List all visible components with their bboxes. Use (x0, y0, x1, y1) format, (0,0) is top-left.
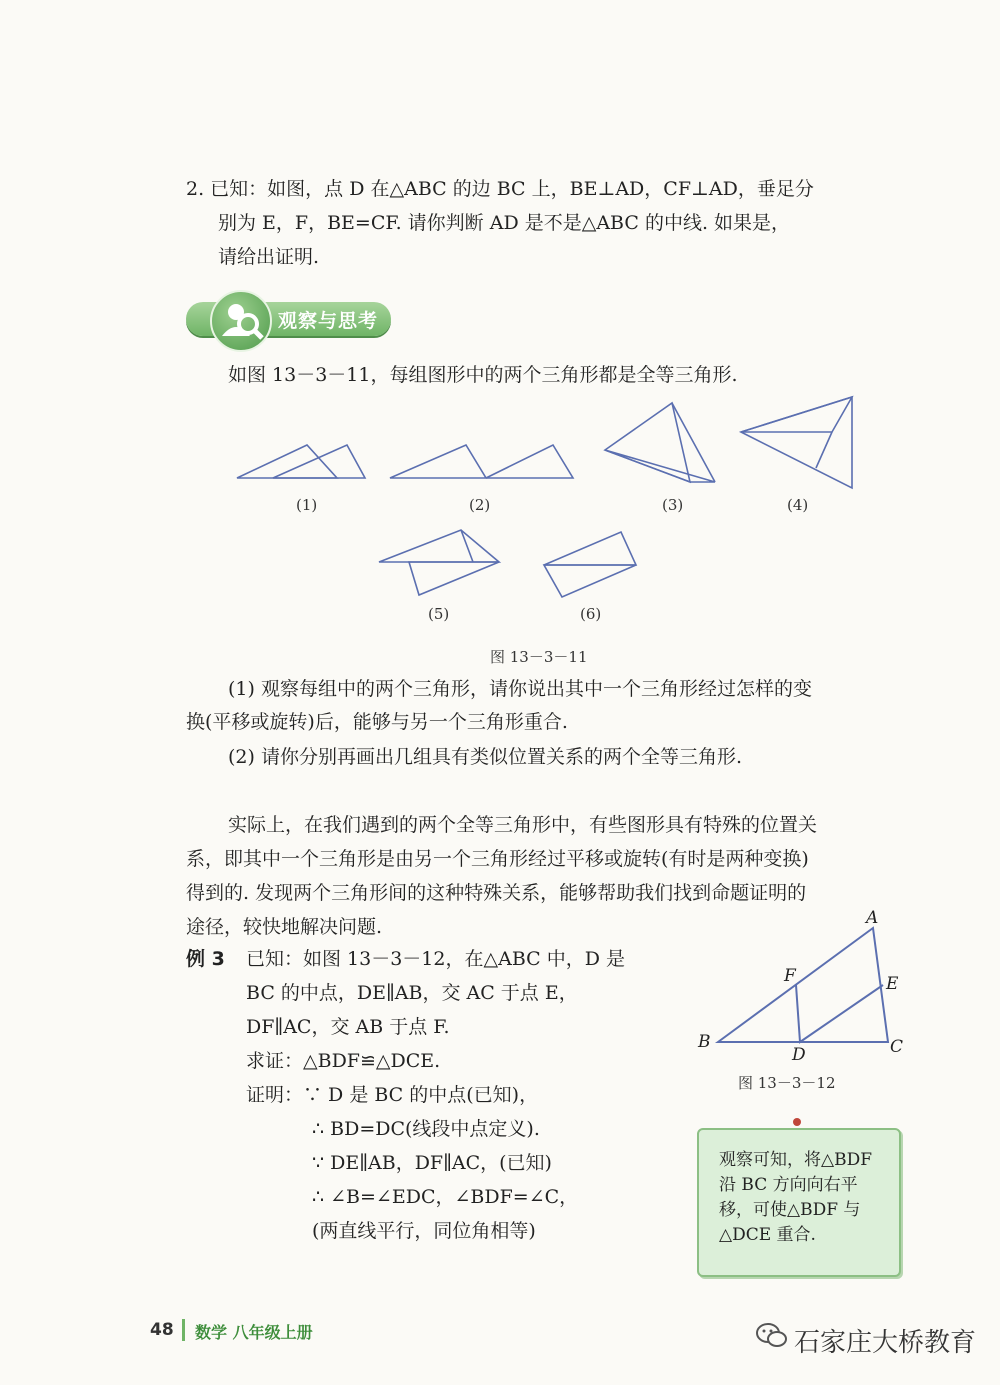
figure1-title: 图 13－3－11 (490, 648, 588, 666)
fig1-triangle-b (273, 445, 365, 478)
caption-1: (1) (296, 496, 318, 514)
fig6-triangle-a (544, 532, 636, 565)
paragraph-line1: 实际上，在我们遇到的两个全等三角形中，有些图形具有特殊的位置关 (228, 814, 818, 836)
problem2-line2: 别为 E，F，BE=CF. 请你判断 AD 是不是△ABC 的中线. 如果是， (218, 212, 791, 234)
caption-3: (3) (662, 496, 684, 514)
fig5-triangle-b (409, 562, 499, 595)
question1-line2: 换(平移或旋转)后，能够与另一个三角形重合. (186, 711, 568, 733)
banner-label: 观察与思考 (278, 310, 379, 332)
observe-think-banner (186, 290, 391, 350)
example3-line4: 求证：△BDF≌△DCE. (246, 1050, 441, 1072)
example3-line1: 已知：如图 13－3－12，在△ABC 中，D 是 (246, 948, 625, 970)
page-number: 48 (150, 1320, 174, 1340)
proof-line2: ∴ BD=DC(线段中点定义). (312, 1118, 540, 1140)
figure-intro: 如图 13－3－11，每组图形中的两个三角形都是全等三角形. (228, 364, 738, 386)
proof-line3: ∵ DE∥AB，DF∥AC，(已知) (312, 1152, 552, 1174)
fig2-triangle-b (486, 445, 573, 478)
figure-13-3-12 (690, 905, 910, 1065)
example3-label: 例 3 (186, 948, 225, 970)
label-d: D (792, 1045, 806, 1065)
fig4-triangle-b (741, 397, 852, 488)
example3-line3: DF∥AC，交 AB 于点 F. (246, 1016, 450, 1038)
footer-divider (182, 1319, 185, 1341)
book-title: 数学 八年级上册 (195, 1323, 313, 1342)
example3-line2: BC 的中点，DE∥AB，交 AC 于点 E， (246, 982, 578, 1004)
note-box (697, 1128, 901, 1277)
paragraph-line3: 得到的. 发现两个三角形间的这种特殊关系，能够帮助我们找到命题证明的 (186, 882, 807, 904)
proof-line4: ∴ ∠B=∠EDC，∠BDF=∠C， (312, 1186, 579, 1208)
proof-line5: (两直线平行，同位角相等) (312, 1220, 536, 1242)
fig6-triangle-b (544, 565, 636, 597)
pin-icon (793, 1118, 801, 1126)
caption-6: (6) (580, 605, 602, 623)
label-a: A (866, 908, 879, 928)
label-b: B (698, 1032, 711, 1052)
watermark-text: 石家庄大桥教育 (794, 1328, 977, 1358)
caption-5: (5) (428, 605, 450, 623)
label-f: F (784, 966, 796, 986)
proof-line1: 证明：∵ D 是 BC 的中点(已知)， (246, 1084, 539, 1106)
note-text: 观察可知，将△BDF 沿 BC 方向向右平移，可使△BDF 与△DCE 重合. (719, 1150, 872, 1245)
label-e: E (886, 974, 899, 994)
figure2-title: 图 13－3－12 (738, 1074, 836, 1092)
question2: (2) 请你分别再画出几组具有类似位置关系的两个全等三角形. (228, 746, 742, 768)
paragraph-line4: 途径，较快地解决问题. (186, 916, 383, 938)
label-c: C (890, 1037, 904, 1057)
fig3-triangle-a (605, 403, 690, 482)
figure-13-3-11 (0, 390, 1000, 640)
paragraph-line2: 系，即其中一个三角形是由另一个三角形经过平移或旋转(有时是两种变换) (186, 848, 809, 870)
caption-2: (2) (469, 496, 491, 514)
wechat-icon (756, 1322, 788, 1354)
problem2-line3: 请给出证明. (218, 246, 320, 268)
problem2-line1: 2. 已知：如图，点 D 在△ABC 的边 BC 上，BE⊥AD，CF⊥AD，垂足分 (186, 178, 814, 200)
fig1-triangle-a (237, 445, 337, 478)
caption-4: (4) (787, 496, 809, 514)
segments-df-de (796, 985, 883, 1042)
fig2-triangle-a (390, 445, 486, 478)
question1-line1: (1) 观察每组中的两个三角形，请你说出其中一个三角形经过怎样的变 (228, 678, 812, 700)
magnifier-person-icon (210, 290, 272, 352)
fig3-triangle-b (605, 450, 715, 482)
fig5-triangle-a (379, 530, 499, 562)
triangle-abc (718, 928, 888, 1042)
